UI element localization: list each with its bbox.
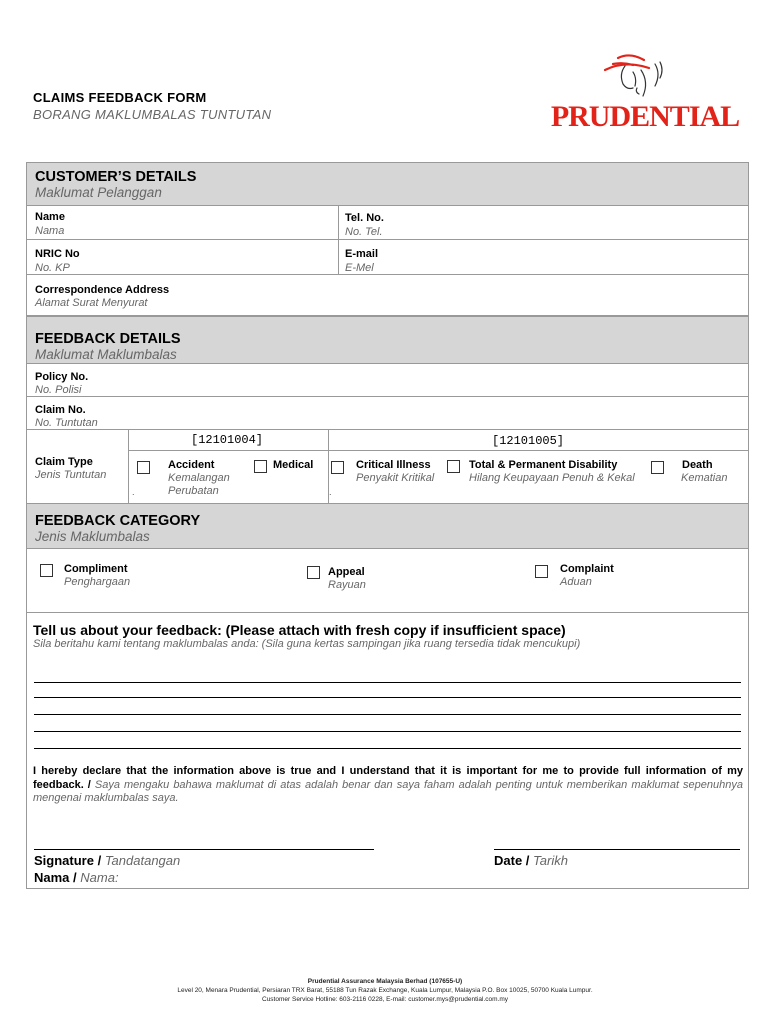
- nric-sub: No. KP: [35, 262, 70, 274]
- signature-label: Signature: [34, 853, 94, 868]
- death-checkbox[interactable]: [651, 461, 664, 474]
- accident-checkbox[interactable]: [137, 461, 150, 474]
- signature-line[interactable]: [34, 849, 374, 850]
- accident-sub1: Kemalangan: [168, 472, 230, 484]
- footer-hotline: Customer Service Hotline: 603-2116 0228, E-mail: customer.mys@prudential.com.my: [262, 996, 508, 1003]
- nric-label: NRIC No: [35, 248, 80, 260]
- tell-us-heading: Tell us about your feedback: (Please attach with fresh copy if insufficient space): [33, 622, 566, 638]
- footer-company: Prudential Assurance Malaysia Berhad (107655-U): [307, 978, 463, 985]
- compliment-label: Compliment: [64, 563, 128, 575]
- tpd-checkbox[interactable]: [447, 460, 460, 473]
- dot-right: .: [329, 487, 332, 497]
- claim-type-label: Claim Type: [35, 456, 93, 468]
- tpd-sub: Hilang Keupayaan Penuh & Kekal: [469, 472, 635, 484]
- critical-illness-checkbox[interactable]: [331, 461, 344, 474]
- customer-details-heading-sub: Maklumat Pelanggan: [35, 185, 162, 200]
- claim-no-label: Claim No.: [35, 404, 86, 416]
- nama-slash: /: [69, 870, 81, 885]
- footer: [0, 977, 770, 1004]
- claim-no-field[interactable]: [117, 398, 747, 427]
- complaint-checkbox[interactable]: [535, 565, 548, 578]
- feedback-category-heading-sub: Jenis Maklumbalas: [35, 529, 150, 544]
- form-subtitle: BORANG MAKLUMBALAS TUNTUTAN: [33, 107, 272, 122]
- declaration-text: [33, 765, 743, 806]
- code-right: [12101005]: [492, 434, 565, 448]
- policy-label: Policy No.: [35, 371, 89, 383]
- policy-sub: No. Polisi: [35, 384, 82, 396]
- feedback-details-heading-sub: Maklumat Maklumbalas: [35, 347, 177, 362]
- compliment-sub: Penghargaan: [64, 576, 131, 588]
- writing-line: [34, 682, 741, 683]
- tel-sub: No. Tel.: [345, 226, 383, 238]
- feedback-details-section: [26, 316, 749, 506]
- email-label: E-mail: [345, 248, 379, 260]
- compliment-checkbox[interactable]: [40, 564, 53, 577]
- prudence-figure-icon: [545, 52, 745, 132]
- death-label: Death: [682, 459, 713, 471]
- customer-details-header: [27, 163, 748, 205]
- medical-checkbox[interactable]: [254, 460, 267, 473]
- writing-line: [34, 697, 741, 698]
- tell-us-sub: Sila beritahu kami tentang maklumbalas anda: (Sila guna kertas sampingan jika ruang tersedia tidak mencukupi): [33, 638, 581, 650]
- accident-label: Accident: [168, 459, 215, 471]
- policy-field[interactable]: [107, 365, 747, 394]
- tel-field[interactable]: [407, 207, 747, 237]
- death-sub: Kematian: [681, 472, 728, 484]
- name-field[interactable]: [107, 207, 335, 237]
- critical-illness-sub: Penyakit Kritikal: [356, 472, 435, 484]
- date-slash: /: [522, 853, 534, 868]
- name-label: Name: [35, 211, 65, 223]
- signature-sub: Tandatangan: [104, 853, 181, 868]
- writing-line: [34, 731, 741, 732]
- tpd-label: Total & Permanent Disability: [469, 459, 618, 471]
- nama-label: Nama: [34, 870, 70, 885]
- declaration-en: I hereby declare that the information above is true and I understand that it is important for me to provide full information of my feedback. /: [33, 765, 743, 791]
- declaration-ms: Saya mengaku bahawa maklumat di atas adalah benar dan saya faham adalah penting untuk memberikan maklumat sepenuhnya mengenai maklumbalas saya.: [33, 778, 743, 804]
- claim-type-sub: Jenis Tuntutan: [35, 469, 107, 481]
- address-label: Correspondence Address: [35, 284, 170, 296]
- appeal-checkbox[interactable]: [307, 566, 320, 579]
- prudential-logo: [545, 52, 745, 132]
- customer-details-heading: CUSTOMER’S DETAILS: [35, 169, 197, 185]
- customer-details-section: [26, 162, 749, 316]
- dot-left: .: [132, 487, 135, 497]
- critical-illness-label: Critical Illness: [356, 459, 431, 471]
- appeal-label: Appeal: [328, 566, 365, 578]
- feedback-details-heading: FEEDBACK DETAILS: [35, 331, 181, 347]
- complaint-label: Complaint: [560, 563, 614, 575]
- feedback-text-area[interactable]: [34, 668, 741, 752]
- feedback-details-header: [27, 317, 748, 363]
- writing-line: [34, 714, 741, 715]
- feedback-category-header: [27, 504, 748, 548]
- date-label-row: [494, 853, 568, 868]
- signature-slash: /: [93, 853, 105, 868]
- name-sub: Nama: [35, 225, 65, 237]
- footer-address: Level 20, Menara Prudential, Persiaran TRX Barat, 55188 Tun Razak Exchange, Kuala Lumpur, Malaysia P.O. Box 10025, 50700 Kuala Lumpur.: [177, 987, 593, 994]
- appeal-sub: Rayuan: [328, 579, 366, 591]
- form-title: CLAIMS FEEDBACK FORM: [33, 90, 207, 105]
- code-left: [12101004]: [191, 433, 264, 447]
- date-line[interactable]: [494, 849, 740, 850]
- nama-sub: Nama:: [80, 870, 119, 885]
- address-field[interactable]: [187, 276, 747, 314]
- email-field[interactable]: [407, 241, 747, 272]
- complaint-sub: Aduan: [560, 576, 592, 588]
- signature-label-row: [34, 853, 180, 868]
- feedback-category-section: [26, 503, 749, 613]
- tel-label: Tel. No.: [345, 212, 384, 224]
- nama-label-row: [34, 870, 119, 885]
- feedback-category-heading: FEEDBACK CATEGORY: [35, 513, 201, 529]
- writing-line: [34, 748, 741, 749]
- date-sub: Tarikh: [533, 853, 568, 868]
- medical-label: Medical: [273, 459, 314, 471]
- email-sub: E-Mel: [345, 262, 374, 274]
- claim-no-sub: No. Tuntutan: [35, 417, 98, 429]
- nric-field[interactable]: [107, 241, 335, 272]
- accident-sub2: Perubatan: [168, 485, 219, 497]
- address-sub: Alamat Surat Menyurat: [35, 297, 148, 309]
- date-label: Date: [494, 853, 523, 868]
- logo-wordmark: PRUDENTIAL: [550, 100, 740, 132]
